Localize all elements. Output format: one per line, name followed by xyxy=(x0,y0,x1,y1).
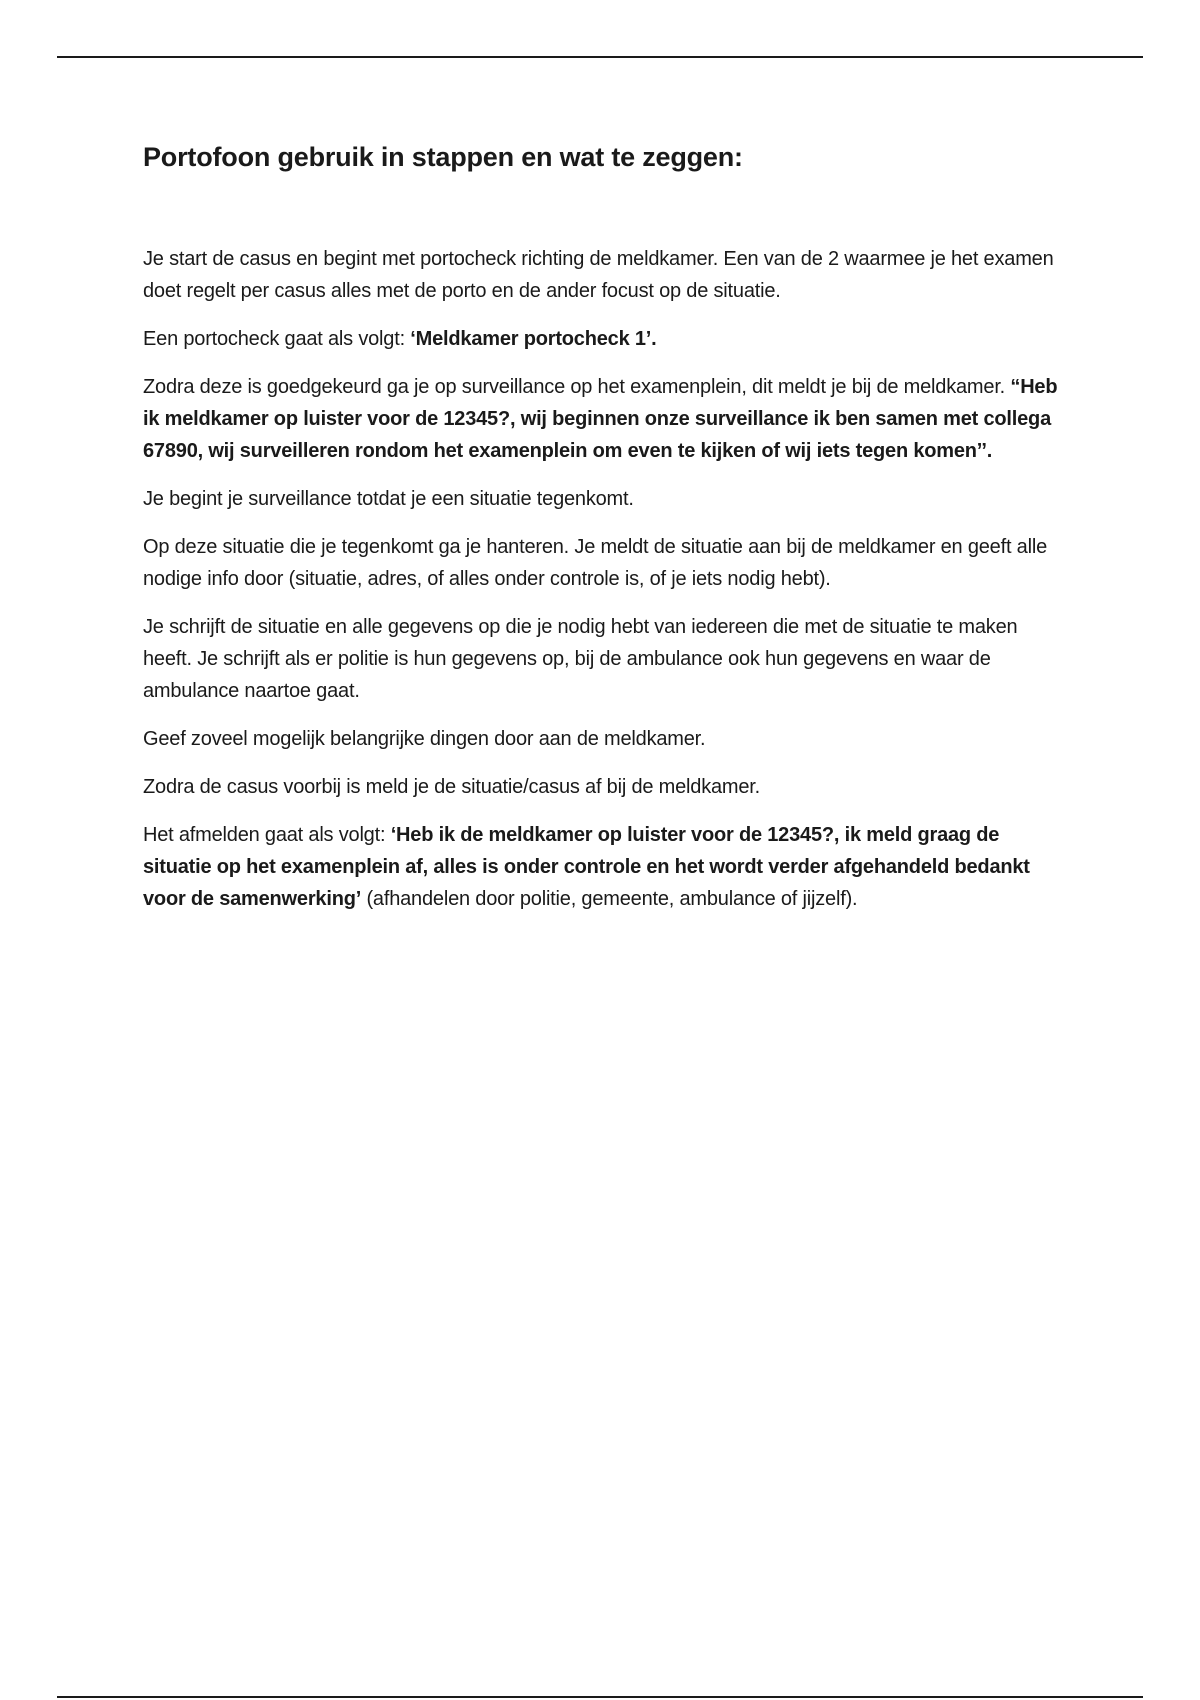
afmelden-outro: (afhandelen door politie, gemeente, ambulance of jijzelf). xyxy=(361,888,858,911)
surveillance-intro: Zodra deze is goedgekeurd ga je op surveillance op het examenplein, dit meldt je bij de meldkamer. xyxy=(143,376,1011,399)
paragraph-afmelden xyxy=(143,819,1063,915)
paragraph-start-casus: Je start de casus en begint met portocheck richting de meldkamer. Een van de 2 waarmee je het examen doet regelt per casus alles met de porto en de ander focust op de situatie. xyxy=(143,248,1054,303)
portocheck-intro: Een portocheck gaat als volgt: xyxy=(143,328,411,351)
paragraph-surveillance: Je begint je surveillance totdat je een situatie tegenkomt. xyxy=(143,488,634,511)
footer-rule xyxy=(57,1696,1143,1698)
document-title: Portofoon gebruik in stappen en wat te zeggen: xyxy=(143,142,743,172)
paragraph-surveillance-start xyxy=(143,371,1063,467)
paragraph-portocheck xyxy=(143,323,1063,355)
paragraph-report-info: Geef zoveel mogelijk belangrijke dingen door aan de meldkamer. xyxy=(143,728,706,751)
surveillance-quote: “Heb ik meldkamer op luister voor de 12345?, wij beginnen onze surveillance ik ben samen met collega 67890, wij surveilleren rondom het examenplein om even te kijken of wij iets tegen komen’’. xyxy=(143,376,1058,463)
paragraph-write-details: Je schrijft de situatie en alle gegevens op die je nodig hebt van iedereen die met de situatie te maken heeft. Je schrijft als er politie is hun gegevens op, bij de ambulance ook hun gegevens en waar de ambulance naartoe gaat. xyxy=(143,616,1018,703)
paragraph-situation-handling: Op deze situatie die je tegenkomt ga je hanteren. Je meldt de situatie aan bij de meldkamer en geeft alle nodige info door (situatie, adres, of alles onder controle is, of je iets nodig hebt). xyxy=(143,536,1048,591)
afmelden-quote: ‘Heb ik de meldkamer op luister voor de 12345?, ik meld graag de situatie op het examenplein af, alles is onder controle en het wordt verder afgehandeld bedankt voor de samenwerking’ xyxy=(143,824,1030,911)
header-rule xyxy=(57,56,1143,58)
portocheck-quote: ‘Meldkamer portocheck 1’. xyxy=(410,328,657,351)
document-body xyxy=(143,140,1063,931)
paragraph-close-casus: Zodra de casus voorbij is meld je de situatie/casus af bij de meldkamer. xyxy=(143,776,761,799)
afmelden-intro: Het afmelden gaat als volgt: xyxy=(143,824,391,847)
